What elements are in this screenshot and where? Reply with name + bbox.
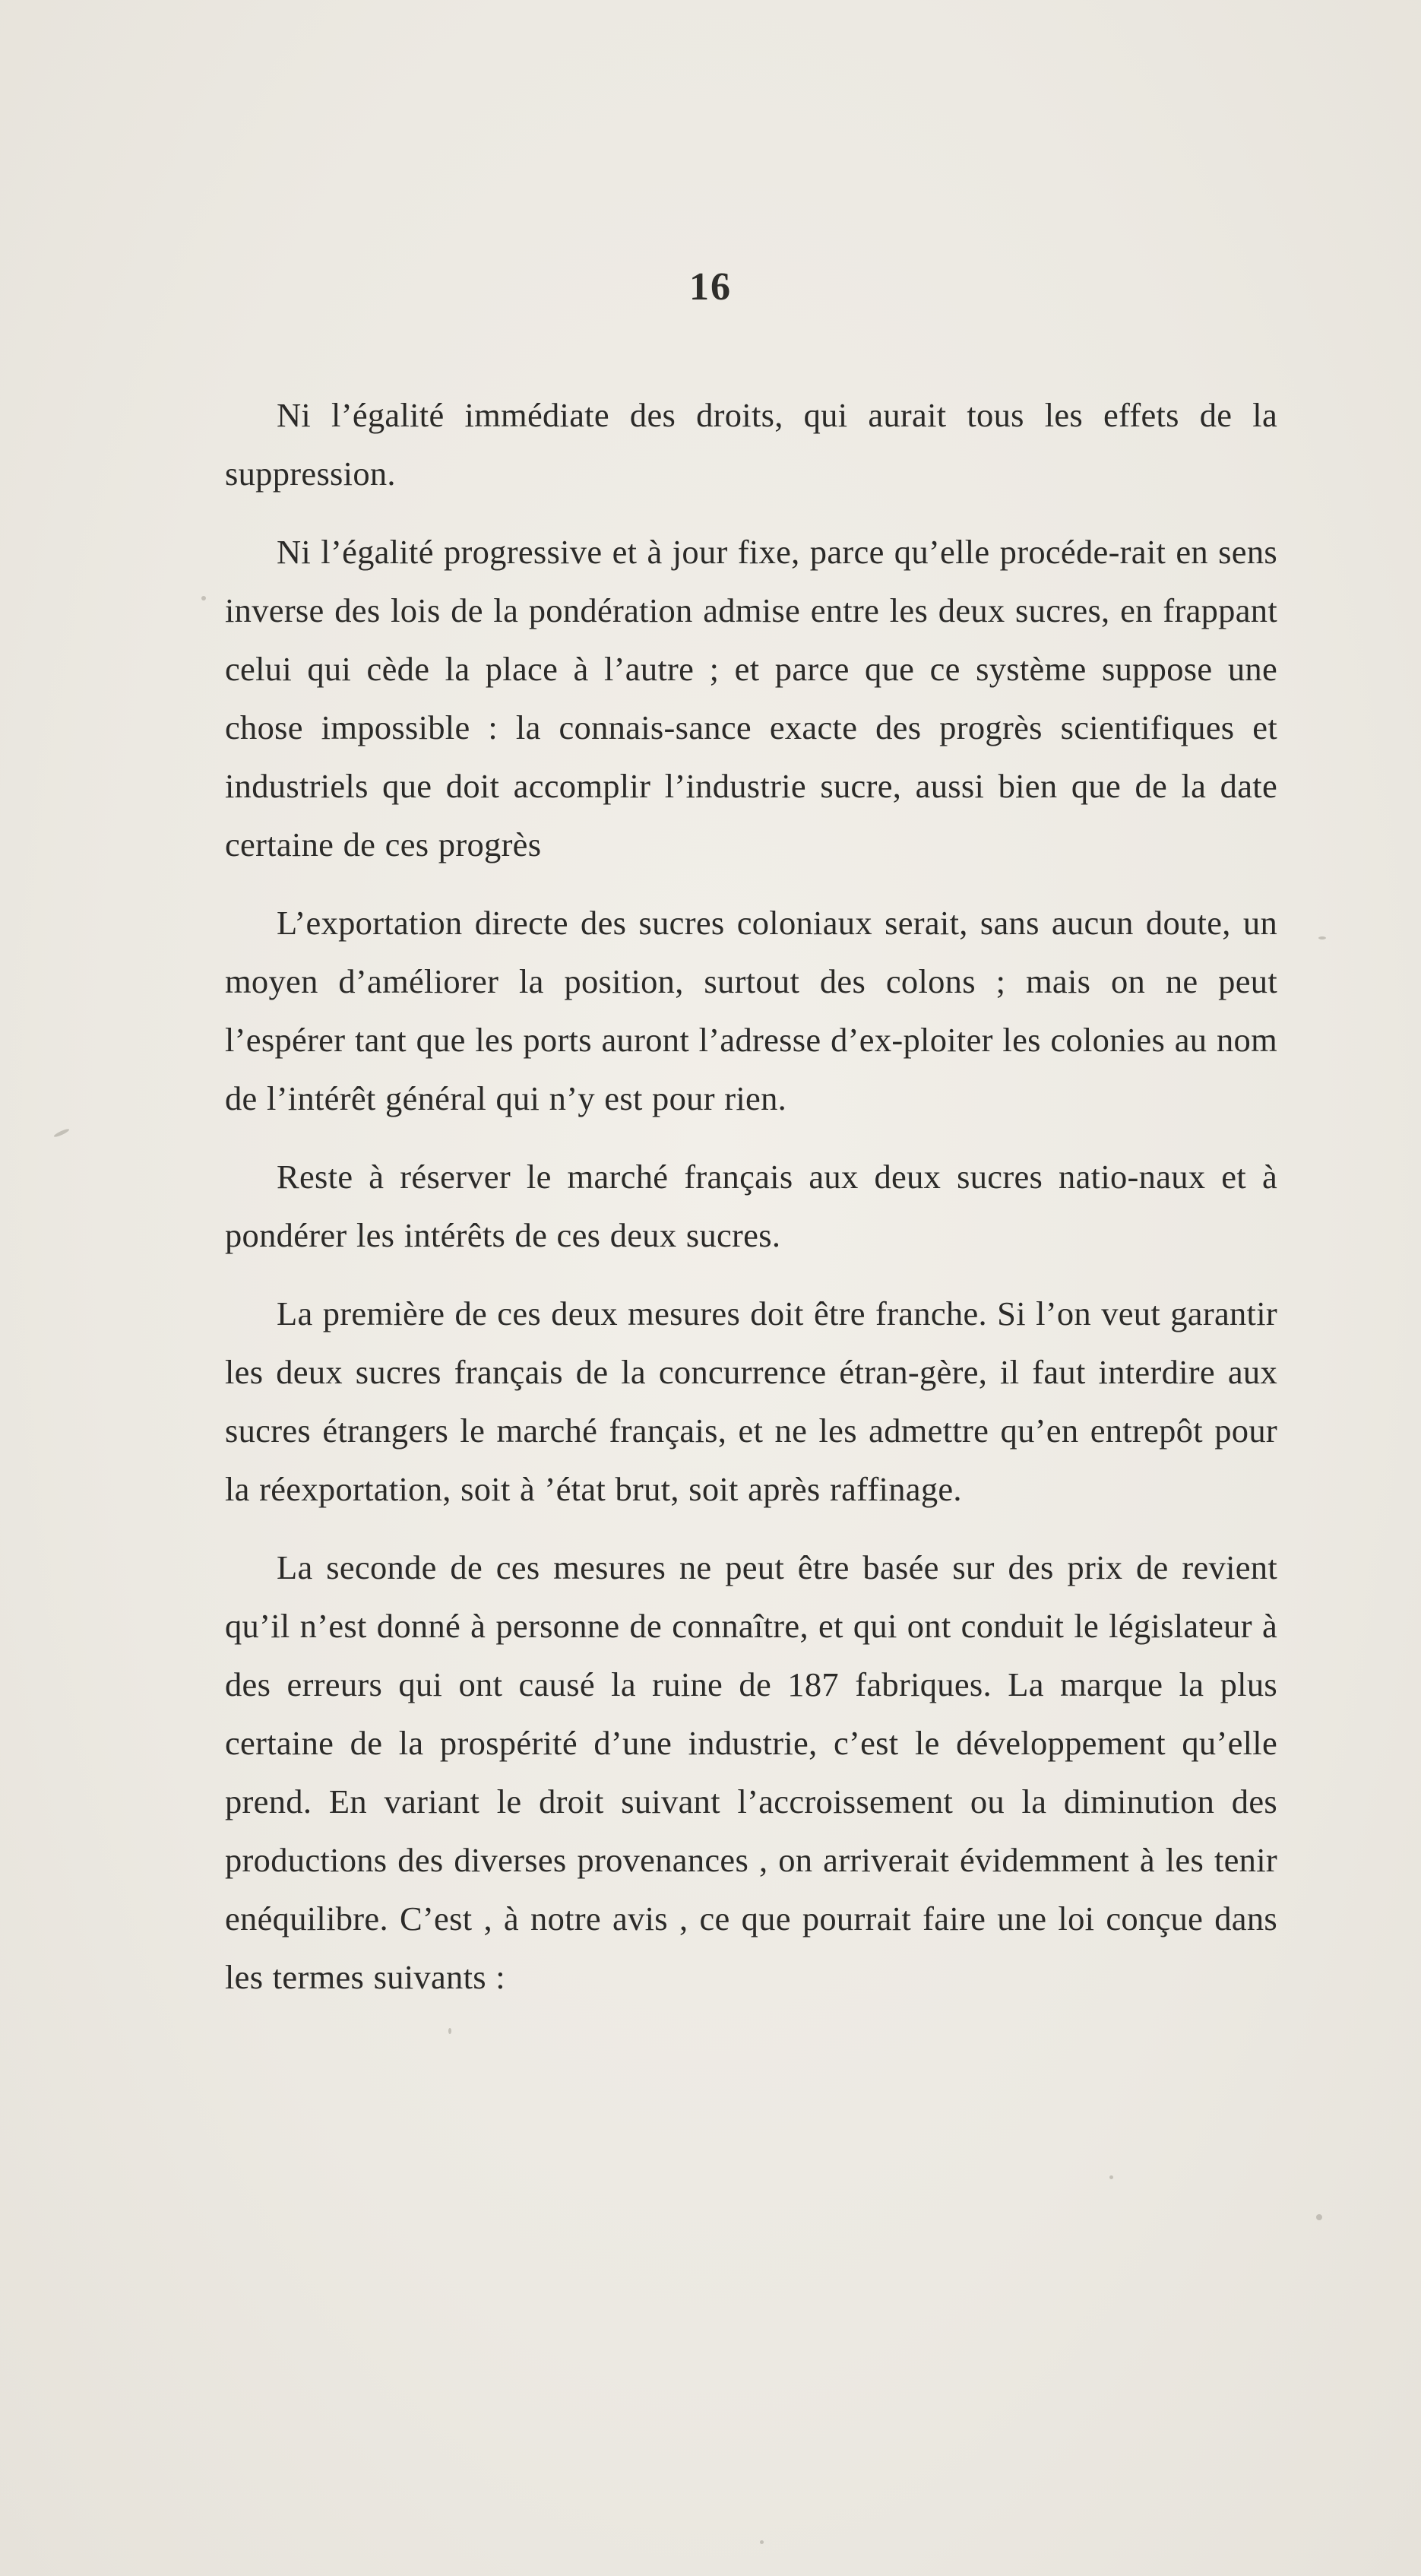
page-number: 16 [689, 265, 732, 309]
paragraph-5: La première de ces deux mesures doit être franche. Si l’on veut garantir les deux sucres français de la concurrence étran-gère, il faut interdire aux sucres étrangers le marché français, et ne les admettre qu’en entrepôt pour la réexportation, soit à ’état brut, soit après raffinage. [225, 1294, 1277, 1508]
paper-speck [1318, 936, 1326, 939]
paper-speck [53, 1128, 70, 1139]
paragraph-2: Ni l’égalité progressive et à jour fixe, parce qu’elle procéde-rait en sens inverse des lois de la pondération admise entre les deux sucres, en frappant celui qui cède la place à l’autre ; et parce que ce système suppose une chose impossible : la connais-sance exacte des progrès scientifiques et industriels que doit accomplir l’industrie sucre, aussi bien que de la date certaine de ces progrès [225, 533, 1277, 863]
paper-speck [760, 2540, 764, 2544]
paragraph-1: Ni l’égalité immédiate des droits, qui aurait tous les effets de la suppression. [225, 396, 1277, 493]
body-text [225, 386, 1277, 2026]
paper-speck [1316, 2214, 1322, 2220]
paragraph-4: Reste à réserver le marché français aux deux sucres natio-naux et à pondérer les intérêts de ces deux sucres. [225, 1158, 1277, 1254]
paragraph-3: L’exportation directe des sucres coloniaux serait, sans aucun doute, un moyen d’améliorer la position, surtout des colons ; mais on ne peut l’espérer tant que les ports auront l’adresse d’ex-ploiter les colonies au nom de l’intérêt général qui n’y est pour rien. [225, 904, 1277, 1117]
paper-speck [448, 2028, 451, 2034]
paragraph-6: La seconde de ces mesures ne peut être basée sur des prix de revient qu’il n’est donné à personne de connaître, et qui ont conduit le législateur à des erreurs qui ont causé la ruine de 187 fabriques. La marque la plus certaine de la prospérité d’une industrie, c’est le développement qu’elle prend. En variant le droit suivant l’accroissement ou la diminution des productions des diverses provenances , on arriverait évidemment à les tenir enéquilibre. C’est , à notre avis , ce que pourrait faire une loi conçue dans les termes suivants : [225, 1548, 1277, 1996]
paper-speck [1109, 2175, 1113, 2179]
paper-speck [201, 596, 206, 600]
